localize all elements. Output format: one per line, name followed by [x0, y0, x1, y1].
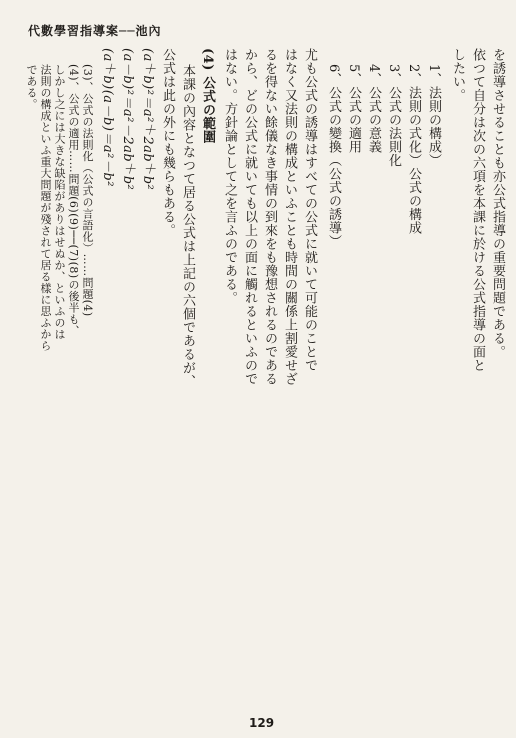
text-column-23: しかし之には大きな缺陷がありはせぬか、といふのは	[53, 64, 66, 340]
text-column-11: はなく又法則の構成といふことも時間の關係上割愛せざ	[282, 48, 297, 386]
running-header: 代數學習指導案──池內	[28, 24, 162, 38]
text-column-10: 尤も公式の誘導はすべての公式に就いて可能のことで	[302, 48, 317, 372]
text-column-21: (3)、公式の法則化（公式の言語化）……問題(4)	[81, 64, 94, 317]
text-column-17: 公式は此の外にも幾らもある。	[160, 48, 175, 237]
text-column-5: 2、法則の式化）公式の構成	[406, 64, 421, 235]
formula-1: (a＋b)²＝a²＋2ab＋b²	[140, 48, 155, 191]
text-column-4: 1、法則の構成）	[426, 64, 441, 168]
text-column-3: したい。	[450, 48, 465, 102]
page-number: 129	[249, 716, 275, 730]
text-column-7: 4、公式の意義	[366, 64, 381, 154]
text-column-9: 6、公式の變換（公式の誘導）	[326, 64, 341, 249]
text-column-25: である。	[25, 64, 38, 110]
text-column-6: 3、公式の法則化	[386, 64, 401, 168]
text-column-1: を誘導させることも亦公式指導の重要問題である。	[490, 48, 505, 359]
text-column-14: はない。方針論として之を言ふのである。	[222, 48, 237, 305]
text-column-24: 法則の構成といふ重大問題が殘されて居る樣に思ふから	[39, 64, 52, 352]
text-column-2: 依つて自分は次の六項を本課に於ける公式指導の面と	[470, 48, 485, 372]
text-column-12: るを得ない餘儀なき事情の到來をも豫想されるのである	[262, 48, 277, 386]
text-column-13: から、どの公式に就いても以上の面に觸れるといふので	[242, 48, 257, 386]
text-column-22: (4)、公式の適用……問題(6)(9)──(7)(8)の後半も、	[67, 64, 80, 337]
formula-3: (a＋b)(a－b)＝a²－b²	[100, 48, 115, 187]
text-column-16: 本課の內容となつて居る公式は上記の六個であるが、	[180, 64, 195, 388]
section-heading: (4) 公式の範圍	[200, 48, 215, 144]
text-column-8: 5、公式の適用	[346, 64, 361, 154]
formula-2: (a－b)²＝a²－2ab＋b²	[120, 48, 135, 191]
